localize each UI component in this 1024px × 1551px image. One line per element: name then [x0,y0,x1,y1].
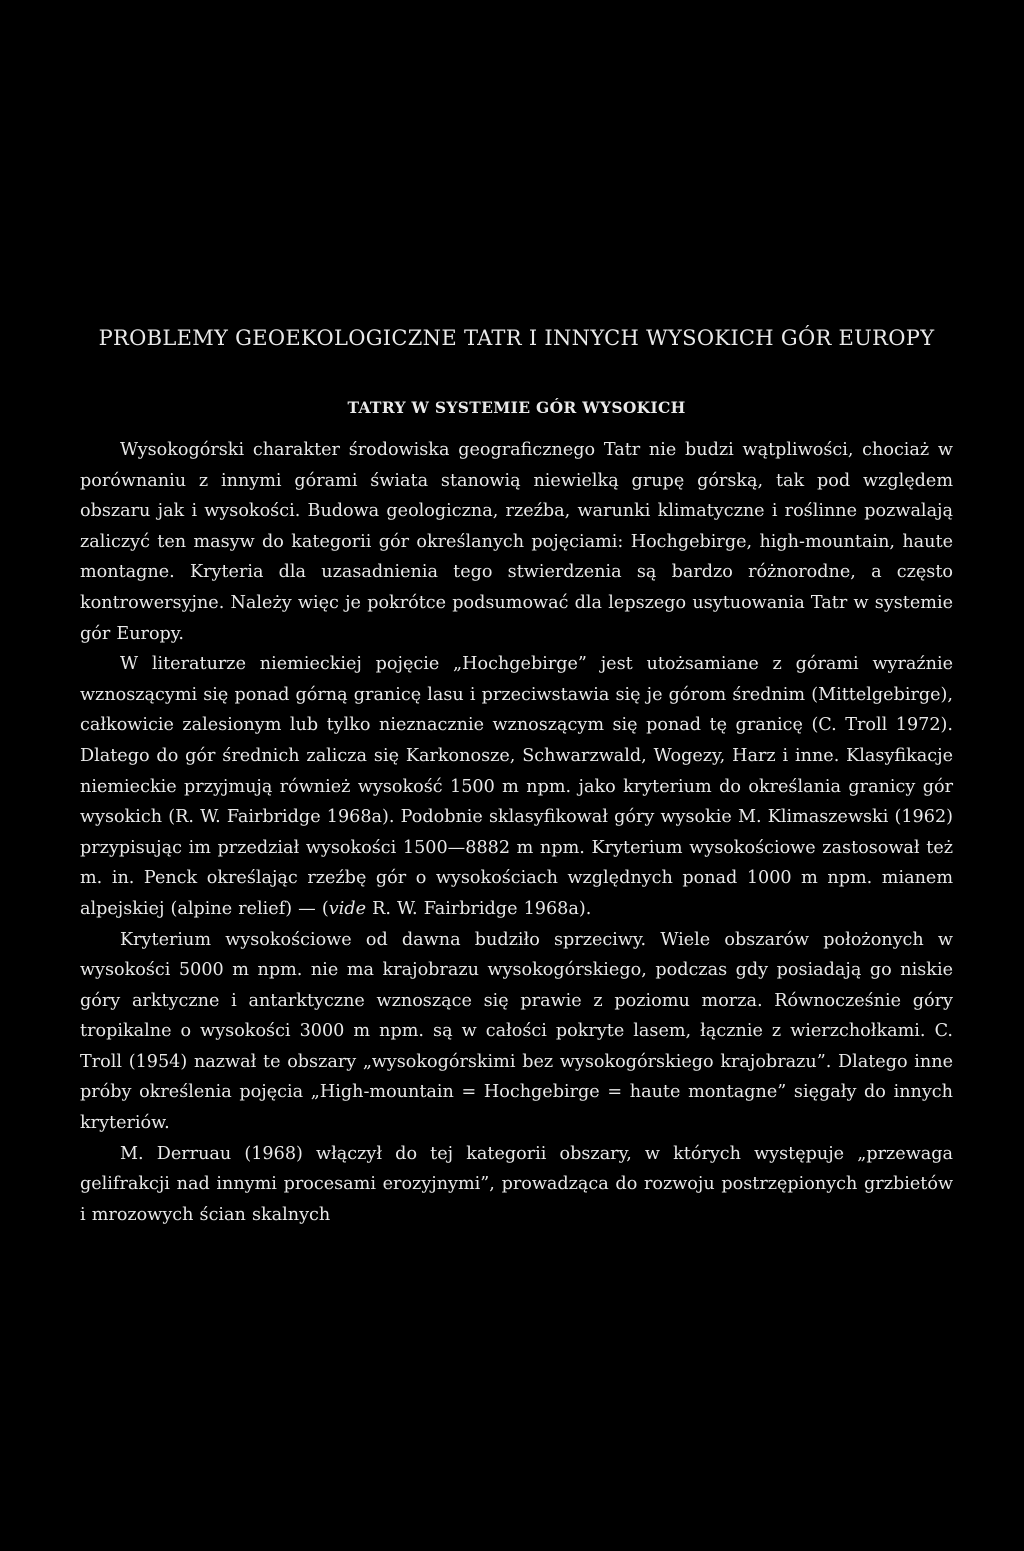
paragraph-4: M. Derruau (1968) włączył do tej kategorii obszary, w których występuje „przewaga gelifrakcji nad innymi procesami erozyjnymi”, prowadząca do rozwoju postrzępionych grzbietów i mrozowych ścian skalnych [80,1143,953,1225]
paragraph-2-text: W literaturze niemieckiej pojęcie „Hochgebirge” jest utożsamiane z górami wyraźnie wznoszącymi się ponad górną granicę lasu i przeciwstawia się je górom średnim (Mittelgebirge), całkowicie zalesionym lub tylko nieznacznie wznoszącym się ponad tę granicę (C. Troll 1972). Dlatego do gór średnich zalicza się Karkonosze, Schwarzwald, Wogezy, Harz i inne. Klasyfikacje niemieckie przyjmują również wysokość 1500 m npm. jako kryterium do określania granicy gór wysokich (R. W. Fairbridge 1968a). Podobnie sklasyfikował góry wysokie M. Klimaszewski (1962) przypisując im przedział wysokości 1500—8882 m npm. Kryterium wysokościowe zastosował też m. in. Penck określając rzeźbę gór o wysokościach względnych ponad 1000 m npm. mianem alpejskiej (alpine relief) — ( [80,654,953,919]
paragraph-2-tail: R. W. Fairbridge 1968a). [365,898,592,919]
paragraph-3: Kryterium wysokościowe od dawna budziło sprzeciwy. Wiele obszarów położonych w wysokości 5000 m npm. nie ma krajobrazu wysokogórskiego, podczas gdy posiadają go niskie góry arktyczne i antarktyczne wznoszące się prawie z poziomu morza. Równocześnie góry tropikalne o wysokości 3000 m npm. są w całości pokryte lasem, łącznie z wierzchołkami. C. Troll (1954) nazwał te obszary „wysokogórskimi bez wysokogórskiego krajobrazu”. Dlatego inne próby określenia pojęcia „High-mountain = Hochgebirge = haute montagne” sięgały do innych kryteriów. [80,929,953,1134]
section-heading: TATRY W SYSTEMIE GÓR WYSOKICH [347,398,686,417]
paragraph-1: Wysokogórski charakter środowiska geograficznego Tatr nie budzi wątpliwości, chociaż w porównaniu z innymi górami świata stanowią niewielką grupę górską, tak pod względem obszaru jak i wysokości. Budowa geologiczna, rzeźba, warunki klimatyczne i roślinne pozwalają zaliczyć ten masyw do kategorii gór określanych pojęciami: Hochgebirge, high-mountain, haute montagne. Kryteria dla uzasadnienia tego stwierdzenia są bardzo różnorodne, a często kontrowersyjne. Należy więc je pokrótce podsumować dla lepszego usytuowania Tatr w systemie gór Europy. [80,440,953,644]
document-title: PROBLEMY GEOEKOLOGICZNE TATR I INNYCH WYSOKICH GÓR EUROPY [98,326,935,350]
document-page [80,322,953,1230]
paragraph-2 [80,649,953,924]
paragraph-2-italic: vide [328,898,366,919]
